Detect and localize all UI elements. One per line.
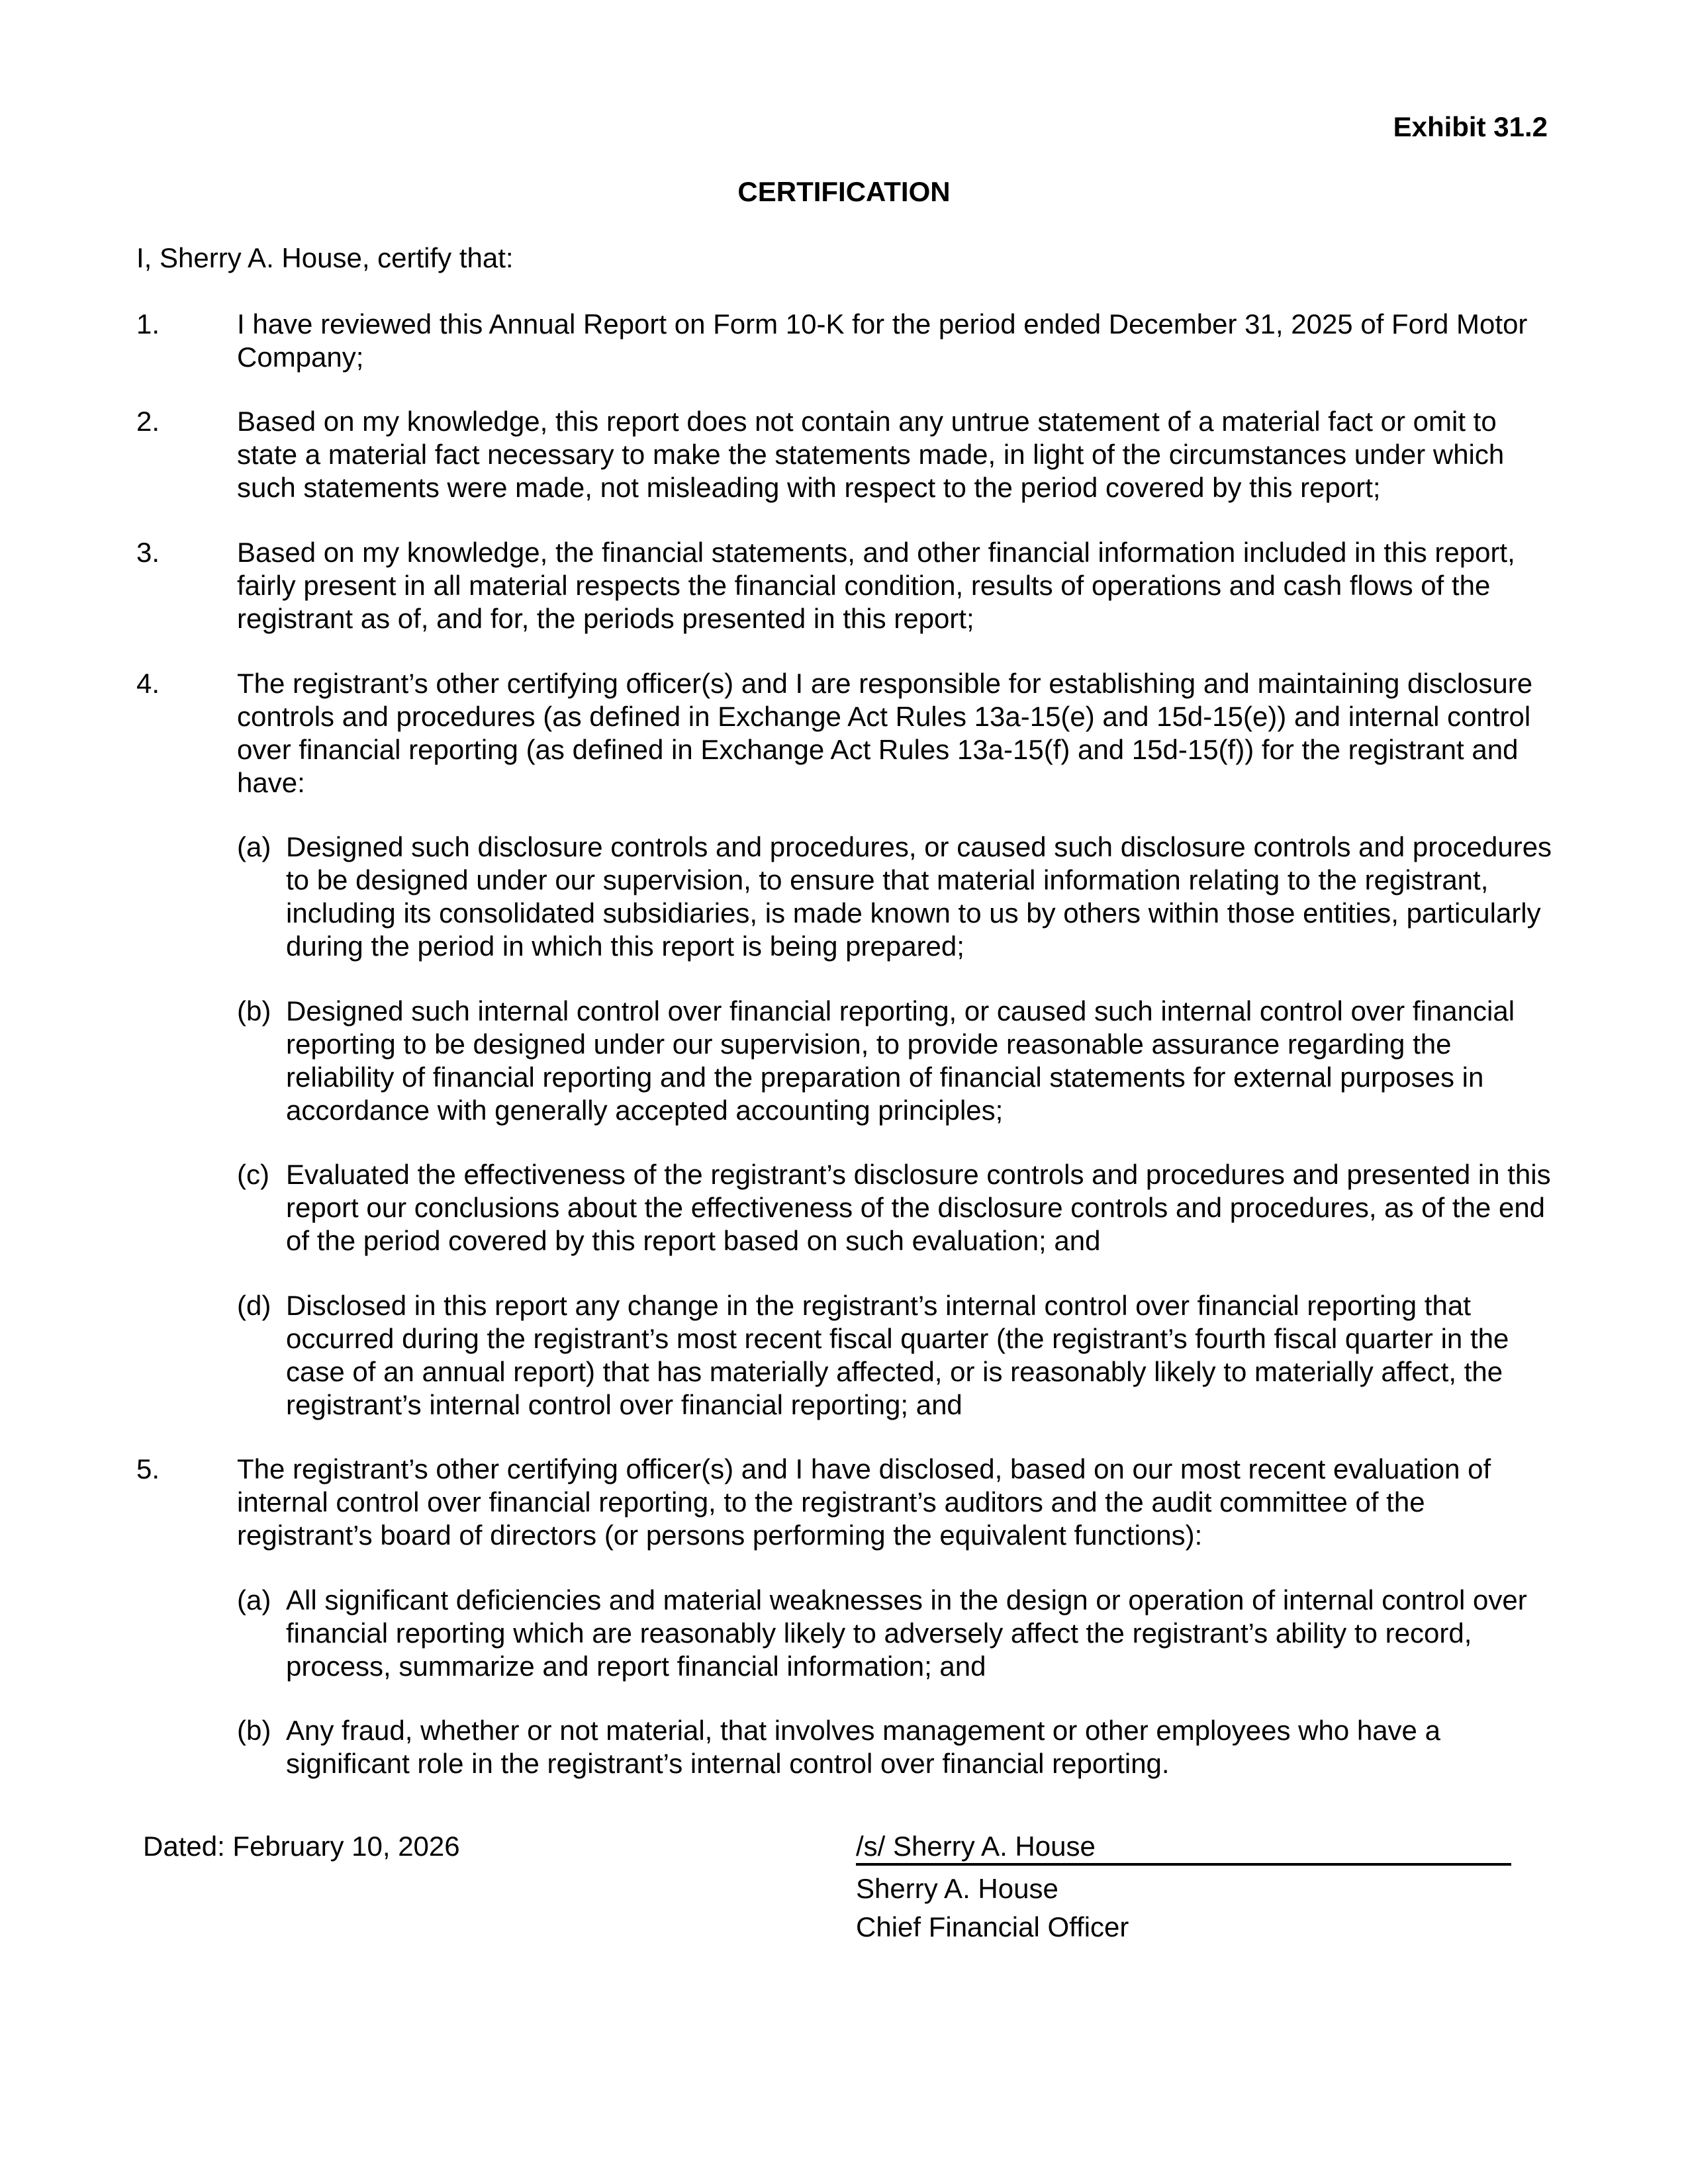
item-number: 3. (136, 537, 160, 568)
signature-line: /s/ Sherry A. House (856, 1830, 1511, 1866)
certification-item-2 (136, 405, 1553, 504)
item-text: Based on my knowledge, the financial statements, and other financial information included in this report, fairly present in all material respects the financial condition, results of operations and cash flows of the registrant as of, and for, the periods presented in this report; (237, 537, 1515, 634)
certification-subitem-4d (237, 1289, 1554, 1422)
item-text: Based on my knowledge, this report does not contain any untrue statement of a material fact or omit to state a material fact necessary to make the statements made, in light of the circumstances under which such statements were made, not misleading with respect to the period covered by this report; (237, 406, 1505, 503)
item-number: 1. (136, 308, 160, 340)
subitem-letter: (b) (237, 995, 271, 1026)
certification-subitem-5b (237, 1714, 1554, 1780)
signer-title: Chief Financial Officer (856, 1911, 1129, 1942)
certification-subitem-5a (237, 1584, 1554, 1683)
item-number: 2. (136, 406, 160, 437)
subitem-text: Evaluated the effectiveness of the registrant’s disclosure controls and procedures and presented in this report our conclusions about the effectiveness of the disclosure controls and procedures, as of the end of the period covered by this report based on such evaluation; and (286, 1159, 1551, 1256)
certification-item-3 (136, 536, 1553, 635)
signer-name: Sherry A. House (856, 1873, 1058, 1904)
certification-subitem-4b (237, 995, 1554, 1127)
intro-statement: I, Sherry A. House, certify that: (136, 242, 514, 273)
certification-subitem-4a (237, 831, 1554, 963)
subitem-letter: (a) (237, 831, 271, 862)
certification-item-5 (136, 1453, 1553, 1552)
item-number: 4. (136, 668, 160, 699)
subitem-text: Designed such disclosure controls and procedures, or caused such disclosure controls and procedures to be designed under our supervision, to ensure that material information relating to the registrant, including its consolidated subsidiaries, is made known to us by others within those entities, particularly during the period in which this report is being prepared; (286, 831, 1552, 962)
subitem-letter: (b) (237, 1715, 271, 1746)
signature-block (856, 1830, 1511, 1946)
document-title: CERTIFICATION (737, 176, 951, 207)
item-number: 5. (136, 1453, 160, 1484)
subitem-text: Any fraud, whether or not material, that involves management or other employees who have a significant role in the registrant’s internal control over financial reporting. (286, 1715, 1440, 1779)
item-text: The registrant’s other certifying officer(s) and I are responsible for establishing and maintaining disclosure controls and procedures (as defined in Exchange Act Rules 13a-15(e) and 15d-15(e)) and internal control over financial reporting (as defined in Exchange Act Rules 13a-15(f) and 15d-15(f)) for the registrant and have: (237, 668, 1533, 798)
dated-line: Dated: February 10, 2026 (143, 1831, 460, 1862)
subitem-text: All significant deficiencies and material weaknesses in the design or operation of internal control over financial reporting which are reasonably likely to adversely affect the registrant’s ability to record, process, summarize and report financial information; and (286, 1584, 1527, 1682)
certification-item-1 (136, 308, 1553, 374)
subitem-letter: (a) (237, 1584, 271, 1615)
subitem-text: Designed such internal control over financial reporting, or caused such internal control over financial reporting to be designed under our supervision, to provide reasonable assurance regarding the reliability of financial reporting and the preparation of financial statements for external purposes in accordance with generally accepted accounting principles; (286, 995, 1515, 1126)
item-text: The registrant’s other certifying officer(s) and I have disclosed, based on our most recent evaluation of internal control over financial reporting, to the registrant’s auditors and the audit committee of the registrant’s board of directors (or persons performing the equivalent functions): (237, 1453, 1491, 1551)
subitem-text: Disclosed in this report any change in the registrant’s internal control over financial reporting that occurred during the registrant’s most recent fiscal quarter (the registrant’s fourth fiscal quarter in the case of an annual report) that has materially affected, or is reasonably likely to materially affect, the registrant’s internal control over financial reporting; and (286, 1290, 1509, 1420)
subitem-letter: (d) (237, 1290, 271, 1321)
exhibit-label: Exhibit 31.2 (1393, 111, 1548, 142)
item-text: I have reviewed this Annual Report on Form 10-K for the period ended December 31, 2025 of Ford Motor Company; (237, 308, 1528, 373)
certification-subitem-4c (237, 1158, 1554, 1257)
subitem-letter: (c) (237, 1159, 269, 1190)
certification-item-4 (136, 667, 1553, 799)
